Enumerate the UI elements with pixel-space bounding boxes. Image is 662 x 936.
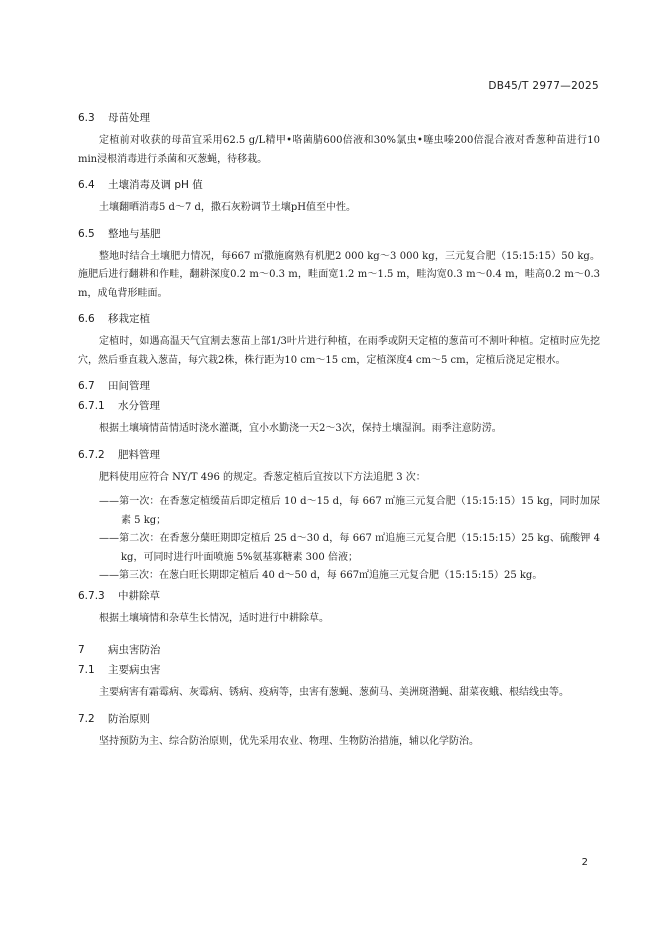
section-number: 6.7 <box>78 380 95 392</box>
list-item: ——第三次：在葱白旺长期即定植后 40 d～50 d，每 667㎡追施三元复合肥（15:15:15）25 kg。 <box>99 570 543 581</box>
section-number: 7.1 <box>78 664 95 676</box>
body-paragraph: 根据土壤墒情和杂草生长情况，适时进行中耕除草。 <box>99 612 329 624</box>
document-body <box>78 108 600 757</box>
body-paragraph: 土壤翻晒消毒5 d～7 d，撒石灰粉调节土壤pH值至中性。 <box>99 202 357 213</box>
section-heading <box>78 376 600 396</box>
section-heading <box>78 309 600 329</box>
section-heading <box>78 660 600 680</box>
section-title: 防治原则 <box>108 712 150 725</box>
section-heading <box>78 586 600 606</box>
body-paragraph: 定植前对收获的母苗宜采用62.5 g/L精甲•咯菌腈600倍液和30%氯虫•噻虫嗪200倍混合液对香葱种苗进行10 min浸根消毒进行杀菌和灭葱蝇，待移栽。 <box>78 135 600 165</box>
section-heading <box>78 640 600 660</box>
section-heading <box>78 224 600 244</box>
list-item: ——第二次：在香葱分蘖旺期即定植后 25 d～30 d，每 667 ㎡追施三元复合肥（15:15:15）25 kg、硫酸钾 4 kg，可同时进行叶面喷施 5%氨基寡糖素 300 倍液； <box>99 533 600 563</box>
body-paragraph: 主要病害有霜霉病、灰霉病、锈病、疫病等，虫害有葱蝇、葱蓟马、美洲斑潜蝇、甜菜夜蛾、根结线虫等。 <box>99 687 569 698</box>
body-paragraph: 定植时，如遇高温天气宜割去葱苗上部1/3叶片进行种植，在雨季或阴天定植的葱苗可不割叶种植。定植时应先挖穴，然后垂直栽入葱苗，每穴栽2株，株行距为10 cm～15 cm，定植深度4 cm～5 cm，定植后浇足定根水。 <box>78 336 600 366</box>
section-heading <box>78 709 600 729</box>
body-paragraph: 坚持预防为主、综合防治原则，优先采用农业、物理、生物防治措施，辅以化学防治。 <box>99 735 479 747</box>
section-number: 7.2 <box>78 712 95 725</box>
section-heading <box>78 445 600 465</box>
section-title: 病虫害防治 <box>108 644 161 656</box>
list-item: ——第一次：在香葱定植缓苗后即定植后 10 d～15 d，每 667 ㎡施三元复合肥（15:15:15）15 kg，同时加尿素 5 kg； <box>99 496 600 526</box>
section-number: 6.5 <box>78 227 95 240</box>
section-title: 土壤消毒及调 pH 值 <box>108 179 203 191</box>
section-number: 6.7.1 <box>78 400 105 412</box>
section-title: 肥料管理 <box>118 448 160 461</box>
page-header: DB45/T 2977—2025 <box>488 80 599 92</box>
body-paragraph: 整地时结合土壤肥力情况，每667 ㎡撒施腐熟有机肥2 000 kg～3 000 kg，三元复合肥（15:15:15）50 kg。施肥后进行翻耕和作畦，翻耕深度0.2 m～0.3 m，畦面宽1.2 m～1.5 m，畦沟宽0.3 m～0.4 m，畦高0.2 m～0.3 m，成龟背形畦面。 <box>78 250 600 299</box>
section-title: 中耕除草 <box>118 589 160 602</box>
section-number: 6.3 <box>78 112 95 124</box>
section-title: 水分管理 <box>118 400 160 412</box>
section-title: 母苗处理 <box>108 112 150 124</box>
section-title: 田间管理 <box>108 380 150 392</box>
section-heading <box>78 108 600 128</box>
body-paragraph: 肥料使用应符合 NY/T 496 的规定。香葱定植后宜按以下方法追肥 3 次： <box>99 471 426 483</box>
page-number: 2 <box>581 857 588 868</box>
section-heading <box>78 396 600 416</box>
section-title: 主要病虫害 <box>108 664 161 676</box>
section-number: 6.4 <box>78 179 95 191</box>
section-heading <box>78 175 600 195</box>
section-number: 6.6 <box>78 313 95 325</box>
section-number: 6.7.3 <box>78 589 105 602</box>
section-number: 6.7.2 <box>78 448 105 461</box>
body-paragraph: 根据土壤墒情苗情适时浇水灌溉，宜小水勤浇一天2～3次，保持土壤湿润。雨季注意防涝。 <box>99 423 502 434</box>
section-title: 移栽定植 <box>108 313 150 325</box>
section-number: 7 <box>78 644 85 656</box>
section-title: 整地与基肥 <box>108 227 161 240</box>
